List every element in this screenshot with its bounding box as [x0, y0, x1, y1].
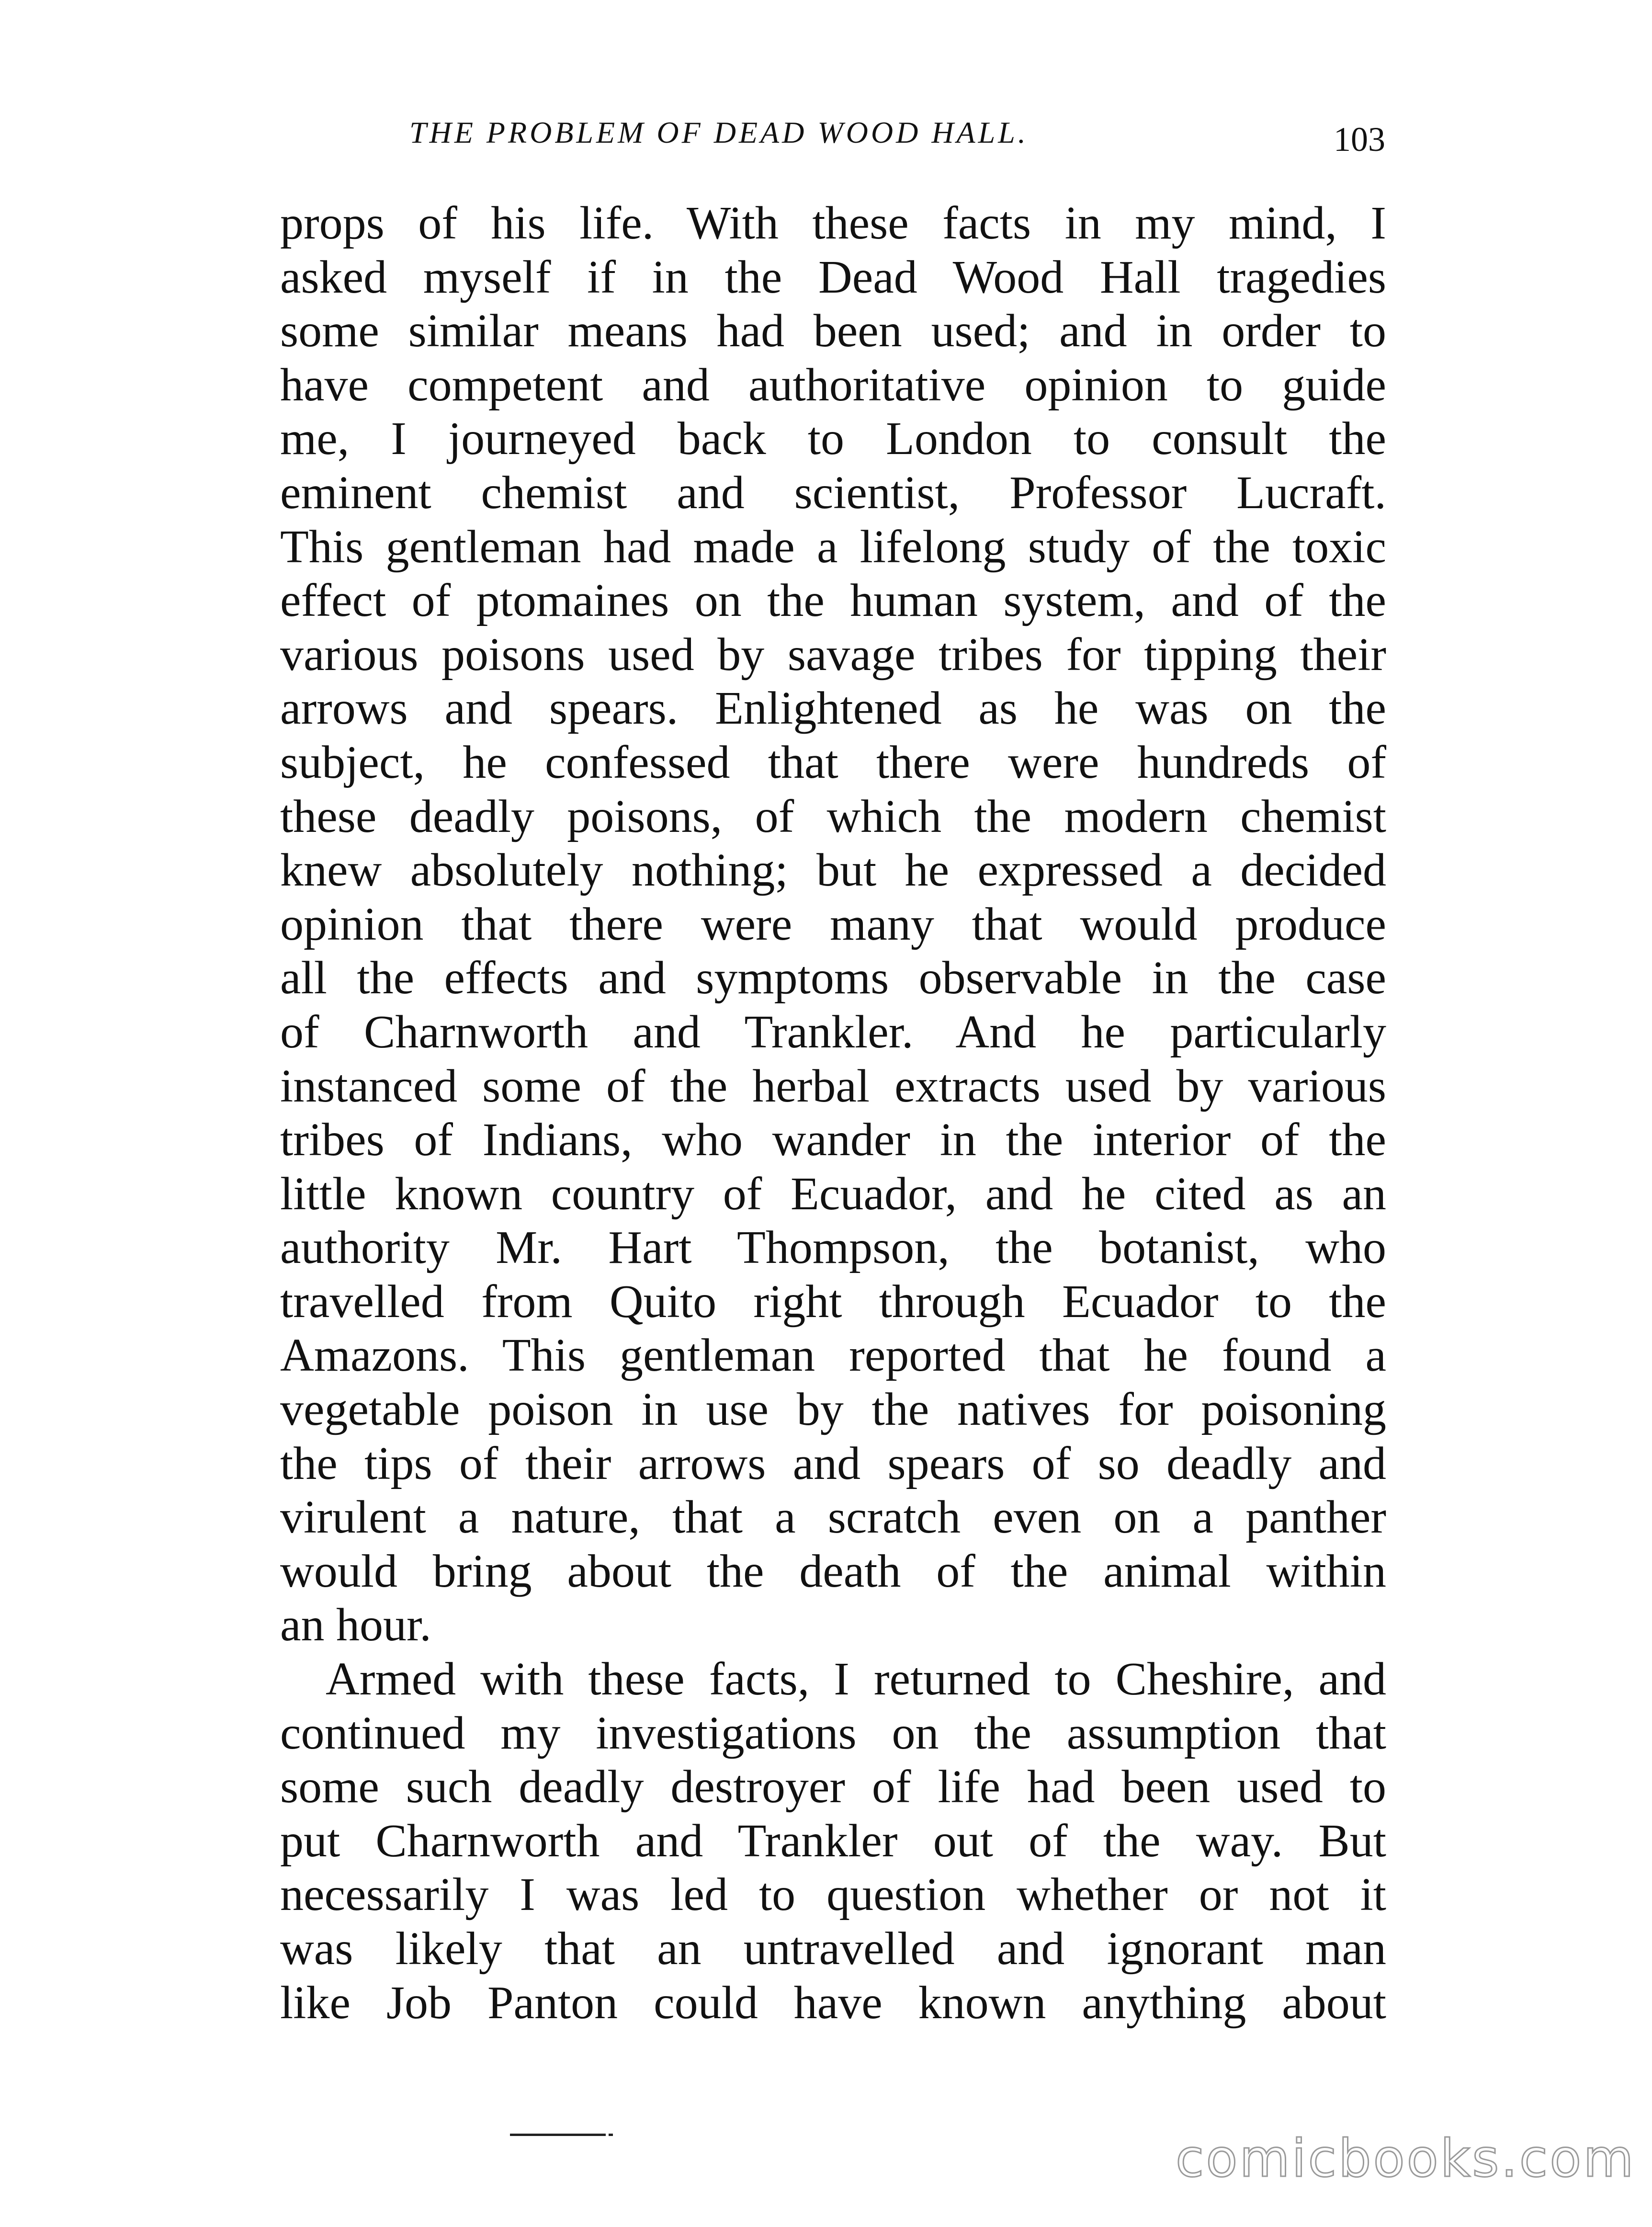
text-line: continued my investigations on the assumption that	[280, 1707, 1386, 1759]
text-line: these deadly poisons, of which the modern chemist	[280, 790, 1386, 842]
text-line: various poisons used by savage tribes for tipping their	[280, 628, 1386, 681]
text-line: tribes of Indians, who wander in the interior of the	[280, 1114, 1386, 1166]
text-line: props of his life. With these facts in my mind, I	[280, 197, 1386, 249]
text-line: Amazons. This gentleman reported that he found a	[280, 1329, 1386, 1382]
text-line: vegetable poison in use by the natives for poisoning	[280, 1384, 1386, 1436]
text-line: all the effects and symptoms observable in the case	[280, 952, 1386, 1004]
text-line: instanced some of the herbal extracts used by various	[280, 1060, 1386, 1112]
text-line: me, I journeyed back to London to consult the	[280, 413, 1386, 465]
signature-mark-rule	[510, 2134, 613, 2136]
text-line: the tips of their arrows and spears of so deadly and	[280, 1437, 1386, 1489]
text-line: little known country of Ecuador, and he cited as an	[280, 1168, 1386, 1220]
text-line: an hour.	[280, 1599, 431, 1651]
text-line: some such deadly destroyer of life had been used to	[280, 1761, 1386, 1813]
text-line: authority Mr. Hart Thompson, the botanist, who	[280, 1222, 1386, 1274]
text-line: of Charnworth and Trankler. And he particularly	[280, 1006, 1386, 1058]
text-line: subject, he confessed that there were hundreds of	[280, 736, 1386, 788]
text-line: Armed with these facts, I returned to Cheshire, and	[326, 1653, 1386, 1705]
text-line: like Job Panton could have known anything about	[280, 1977, 1386, 2029]
body-text	[280, 196, 1386, 2030]
text-line: some similar means had been used; and in order to	[280, 305, 1386, 357]
text-line: asked myself if in the Dead Wood Hall tragedies	[280, 251, 1386, 303]
text-line: effect of ptomaines on the human system, and of the	[280, 575, 1386, 627]
text-line: have competent and authoritative opinion to guide	[280, 359, 1386, 411]
running-title: THE PROBLEM OF DEAD WOOD HALL.	[409, 115, 1029, 149]
text-line: This gentleman had made a lifelong study of the toxic	[280, 521, 1386, 573]
text-line: eminent chemist and scientist, Professor Lucraft.	[280, 466, 1386, 519]
text-line: arrows and spears. Enlightened as he was on the	[280, 682, 1386, 735]
text-line: opinion that there were many that would produce	[280, 898, 1386, 950]
text-line: necessarily I was led to question whether or not it	[280, 1869, 1386, 1921]
text-line: put Charnworth and Trankler out of the way. But	[280, 1815, 1386, 1867]
watermark: comicbooks.com	[1176, 2129, 1636, 2189]
text-line: knew absolutely nothing; but he expressed a decided	[280, 844, 1386, 897]
text-line: virulent a nature, that a scratch even on a panther	[280, 1491, 1386, 1544]
text-line: travelled from Quito right through Ecuador to the	[280, 1275, 1386, 1328]
text-line: would bring about the death of the animal within	[280, 1545, 1386, 1597]
text-line: was likely that an untravelled and ignorant man	[280, 1923, 1386, 1975]
page-number: 103	[1334, 120, 1385, 159]
